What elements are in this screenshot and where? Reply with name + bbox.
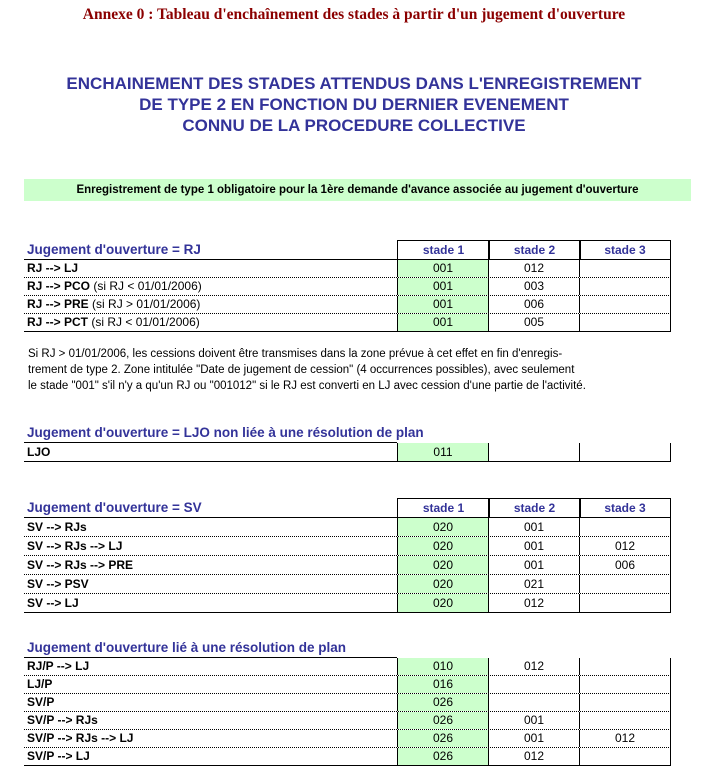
cell-stade-1: 016 <box>397 676 489 693</box>
cell-stade-3: 012 <box>579 537 671 555</box>
row-label-main: SV/P --> RJs <box>27 713 98 727</box>
cell-stade-1: 020 <box>397 594 489 612</box>
cell-stade-3 <box>579 296 671 313</box>
row-label-main: LJO <box>27 445 51 459</box>
cell-stade-1: 011 <box>397 443 489 461</box>
row-label-main: SV --> RJs <box>27 520 87 534</box>
cell-stade-2: 012 <box>488 594 580 612</box>
row-label-main: LJ/P <box>27 677 53 691</box>
row-label-main: RJ --> LJ <box>27 261 79 275</box>
row-label-main: SV/P --> LJ <box>27 749 90 763</box>
main-title-line-1: ENCHAINEMENT DES STADES ATTENDUS DANS L'ENREGISTREMENT <box>66 74 642 93</box>
row-label <box>24 575 397 593</box>
cell-stade-3 <box>579 278 671 295</box>
cell-stade-2: 003 <box>488 278 580 295</box>
cell-stade-3 <box>579 260 671 277</box>
row-label-main: SV --> RJs --> LJ <box>27 539 123 553</box>
table-row <box>24 314 671 332</box>
table-row <box>24 296 671 314</box>
cell-stade-1: 001 <box>397 260 489 277</box>
table-row <box>24 748 671 766</box>
cell-stade-3 <box>579 594 671 612</box>
cell-stade-1: 010 <box>397 658 489 675</box>
row-label-main: SV --> RJs --> PRE <box>27 558 134 572</box>
cell-stade-1: 026 <box>397 730 489 747</box>
cell-stade-2: 012 <box>488 658 580 675</box>
cell-stade-1: 026 <box>397 694 489 711</box>
cell-stade-1: 001 <box>397 278 489 295</box>
cell-stade-3 <box>579 658 671 675</box>
cell-stade-2: 005 <box>488 314 580 331</box>
section-title-rj: Jugement d'ouverture = RJ <box>27 242 201 257</box>
table-row <box>24 676 671 694</box>
cell-stade-3 <box>579 518 671 536</box>
row-label-main: RJ/P --> LJ <box>27 659 90 673</box>
cession-note-line-3: le stade "001" s'il n'y a qu'un RJ ou "001012" si le RJ est converti en LJ avec cession d'une partie de l'activité. <box>28 380 586 392</box>
cell-stade-2: 001 <box>488 518 580 536</box>
cell-stade-3 <box>579 443 671 461</box>
cell-stade-1: 020 <box>397 537 489 555</box>
cell-stade-3 <box>579 694 671 711</box>
cell-stade-1: 020 <box>397 556 489 574</box>
cell-stade-2: 001 <box>488 537 580 555</box>
table-row <box>24 694 671 712</box>
row-label <box>24 694 397 711</box>
row-label-main: RJ --> PCO <box>27 279 91 293</box>
table-row <box>24 575 671 594</box>
rj-header-stade-1: stade 1 <box>397 240 490 260</box>
row-label <box>24 594 397 612</box>
cell-stade-2: 001 <box>488 556 580 574</box>
row-label-main: SV/P --> RJs --> LJ <box>27 731 134 745</box>
table-row <box>24 658 671 676</box>
cell-stade-1: 026 <box>397 712 489 729</box>
sv-header-stade-3: stade 3 <box>579 498 671 518</box>
table-row <box>24 537 671 556</box>
table-row <box>24 556 671 575</box>
row-label <box>24 296 397 313</box>
table-row <box>24 443 671 462</box>
main-title <box>0 73 708 136</box>
row-label-main: SV --> LJ <box>27 596 79 610</box>
row-label-main: RJ --> PCT <box>27 315 89 329</box>
row-label <box>24 518 397 536</box>
section-title-ljo: Jugement d'ouverture = LJO non liée à une résolution de plan <box>27 425 424 440</box>
row-label-main: SV --> PSV <box>27 577 89 591</box>
cession-note-line-1: Si RJ > 01/01/2006, les cessions doivent être transmises dans la zone prévue à cet effet en fin d'enregis- <box>28 348 563 360</box>
table-row <box>24 594 671 613</box>
cell-stade-2 <box>488 443 580 461</box>
cell-stade-2 <box>488 676 580 693</box>
table-row <box>24 260 671 278</box>
row-label <box>24 260 397 277</box>
row-label <box>24 314 397 331</box>
cession-note <box>28 346 678 394</box>
row-label <box>24 556 397 574</box>
row-label <box>24 730 397 747</box>
annex-title: Annexe 0 : Tableau d'enchaînement des stades à partir d'un jugement d'ouverture <box>82 6 626 23</box>
cell-stade-1: 026 <box>397 748 489 765</box>
row-label-main: SV/P <box>27 695 55 709</box>
main-title-line-2: DE TYPE 2 EN FONCTION DU DERNIER EVENEMENT <box>139 95 569 114</box>
table-row <box>24 518 671 537</box>
cell-stade-2: 021 <box>488 575 580 593</box>
row-label <box>24 443 397 461</box>
type1-notice-banner: Enregistrement de type 1 obligatoire pour la 1ère demande d'avance associée au jugement d'ouverture <box>24 179 691 201</box>
cell-stade-3: 012 <box>579 730 671 747</box>
cell-stade-2: 012 <box>488 260 580 277</box>
row-label <box>24 676 397 693</box>
row-label <box>24 748 397 765</box>
main-title-line-3: CONNU DE LA PROCEDURE COLLECTIVE <box>182 116 526 135</box>
cell-stade-2 <box>488 694 580 711</box>
cession-note-line-2: trement de type 2. Zone intitulée "Date de jugement de cession" (4 occurrences possibles), avec seulement <box>28 364 575 376</box>
cell-stade-1: 020 <box>397 575 489 593</box>
row-label <box>24 278 397 295</box>
cell-stade-2: 006 <box>488 296 580 313</box>
section-title-sv: Jugement d'ouverture = SV <box>27 500 202 515</box>
cell-stade-2: 001 <box>488 730 580 747</box>
table-row <box>24 730 671 748</box>
rj-header-stade-2: stade 2 <box>488 240 581 260</box>
row-label-condition: (si RJ > 01/01/2006) <box>92 297 201 311</box>
cell-stade-3 <box>579 748 671 765</box>
table-row <box>24 712 671 730</box>
cell-stade-1: 001 <box>397 314 489 331</box>
cell-stade-1: 020 <box>397 518 489 536</box>
cell-stade-2: 001 <box>488 712 580 729</box>
table-row <box>24 278 671 296</box>
row-label-condition: (si RJ < 01/01/2006) <box>93 279 202 293</box>
row-label <box>24 712 397 729</box>
section-title-plan: Jugement d'ouverture lié à une résolution de plan <box>27 640 347 655</box>
cell-stade-3 <box>579 575 671 593</box>
cell-stade-3 <box>579 712 671 729</box>
cell-stade-2: 012 <box>488 748 580 765</box>
cell-stade-3: 006 <box>579 556 671 574</box>
sv-header-stade-1: stade 1 <box>397 498 490 518</box>
row-label <box>24 658 397 675</box>
row-label-condition: (si RJ < 01/01/2006) <box>91 315 200 329</box>
row-label-main: RJ --> PRE <box>27 297 89 311</box>
rj-header-stade-3: stade 3 <box>579 240 671 260</box>
sv-header-stade-2: stade 2 <box>488 498 581 518</box>
cell-stade-3 <box>579 676 671 693</box>
cell-stade-1: 001 <box>397 296 489 313</box>
cell-stade-3 <box>579 314 671 331</box>
row-label <box>24 537 397 555</box>
